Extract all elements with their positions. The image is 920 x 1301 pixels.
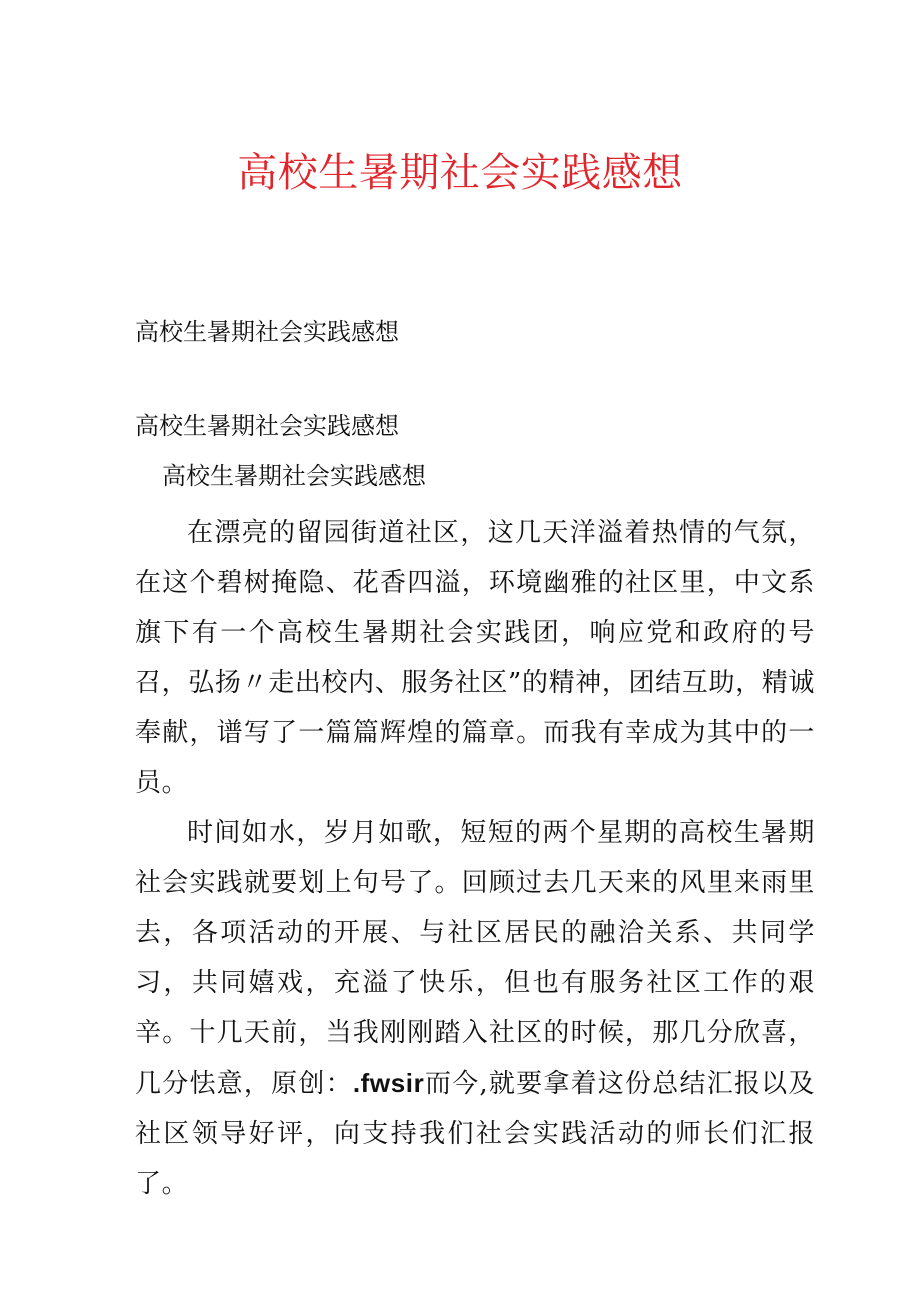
section-heading: 高校生暑期社会实践感想: [162, 462, 426, 490]
paragraph-text: 在漂亮的留园街道社区，这几天洋溢着热情的气氛，在这个碧树掩隐、花香四溢，环境幽雅的社区里，中文系旗下有一个高校生暑期社会实践团，响应党和政府的号召，弘扬〃走出校内、服务社区”的精神，团结互助，精诚奉献，谱写了一篇篇辉煌的篇章。而我有幸成为其中的一员。: [135, 518, 815, 798]
paragraph-text: 而今,就要拿着这份总结汇报以及社区领导好评，向支持我们社会实践活动的师长们汇报了。: [135, 1069, 815, 1199]
paragraph: [135, 808, 815, 1209]
source-tag: .fwsir: [352, 1068, 425, 1098]
section-heading: 高校生暑期社会实践感想: [135, 412, 399, 440]
paragraph-text: 时间如水，岁月如歌，短短的两个星期的高校生暑期社会实践就要划上句号了。回顾过去几天来的风里来雨里去，各项活动的开展、与社区居民的融洽关系、共同学习，共同嬉戏，充溢了快乐，但也有服务社区工作的艰辛。十几天前，当我刚刚踏入社区的时候，那几分欣喜，几分怯意，原创：: [135, 818, 815, 1099]
document-title: 高校生暑期社会实践感想: [237, 150, 683, 196]
section-heading: 高校生暑期社会实践感想: [135, 318, 399, 346]
paragraph: [135, 508, 815, 808]
body-text: [135, 508, 815, 1209]
